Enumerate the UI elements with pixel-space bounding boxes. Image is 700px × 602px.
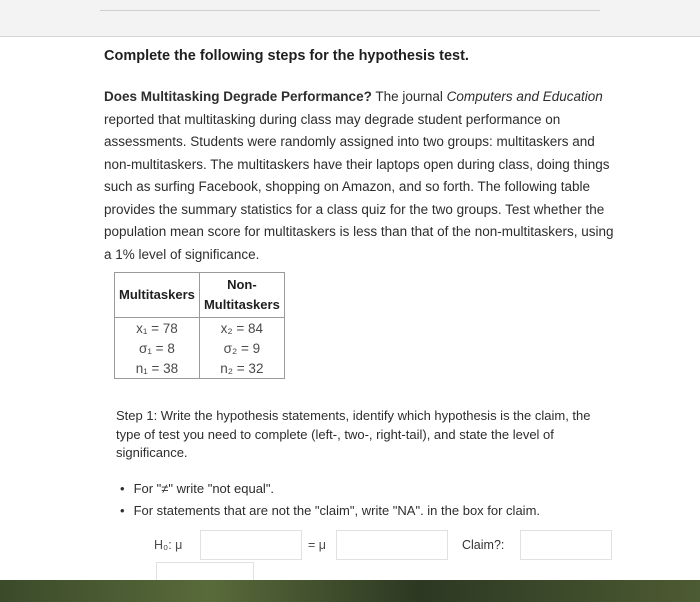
problem-title: Does Multitasking Degrade Performance? xyxy=(104,89,372,104)
col-header-multitaskers: Multitaskers xyxy=(115,273,200,318)
h0-hypothesis-row xyxy=(140,528,610,558)
page-tab-edge xyxy=(100,0,600,11)
table-cell: x₁ = 78 xyxy=(115,318,200,339)
problem-body: reported that multitasking during class may degrade student performance on assessments. Students were randomly assigned into two groups: multitaskers and non-multitaskers. The multitaskers have their laptops open during class, doing things such as surfing Facebook, shopping on Amazon, and so forth. The following table provides the summary statistics for a class quiz for the two groups. Test whether the population mean score for multitaskers is less than that of the non-multitaskers, using a 1% level of significance. xyxy=(104,111,614,262)
table-cell: σ₂ = 9 xyxy=(199,338,284,358)
top-bar xyxy=(0,0,700,37)
summary-stats-table xyxy=(114,272,285,379)
claim-input[interactable] xyxy=(520,530,612,560)
problem-text xyxy=(104,86,624,266)
bullet-item: • For "≠" write "not equal". xyxy=(120,478,620,500)
table-cell: n₁ = 38 xyxy=(115,358,200,379)
table-cell: n₂ = 32 xyxy=(199,358,284,379)
bullet-item: • For statements that are not the "claim", write "NA". in the box for claim. xyxy=(120,500,620,522)
step1-instructions: Step 1: Write the hypothesis statements, identify which hypothesis is the claim, the type of test you need to complete (left-, two-, right-tail), and state the level of significance. xyxy=(116,408,591,460)
h0-mu-label: = μ xyxy=(308,538,326,552)
steps-heading: Complete the following steps for the hypothesis test. xyxy=(104,48,469,64)
col-header-non-multitaskers: Non-Multitaskers xyxy=(199,273,284,318)
table-cell: x₂ = 84 xyxy=(199,318,284,339)
instruction-bullets xyxy=(120,478,620,522)
table-cell: σ₁ = 8 xyxy=(115,338,200,358)
journal-name: Computers and Education xyxy=(446,89,603,104)
background-strip xyxy=(0,580,700,602)
question-content xyxy=(104,48,624,266)
h0-operator-input[interactable] xyxy=(200,530,302,560)
problem-lead: The journal xyxy=(375,89,443,104)
claim-label: Claim?: xyxy=(462,538,505,552)
h0-label: H₀: μ xyxy=(154,538,183,552)
h0-mu-input[interactable] xyxy=(336,530,448,560)
